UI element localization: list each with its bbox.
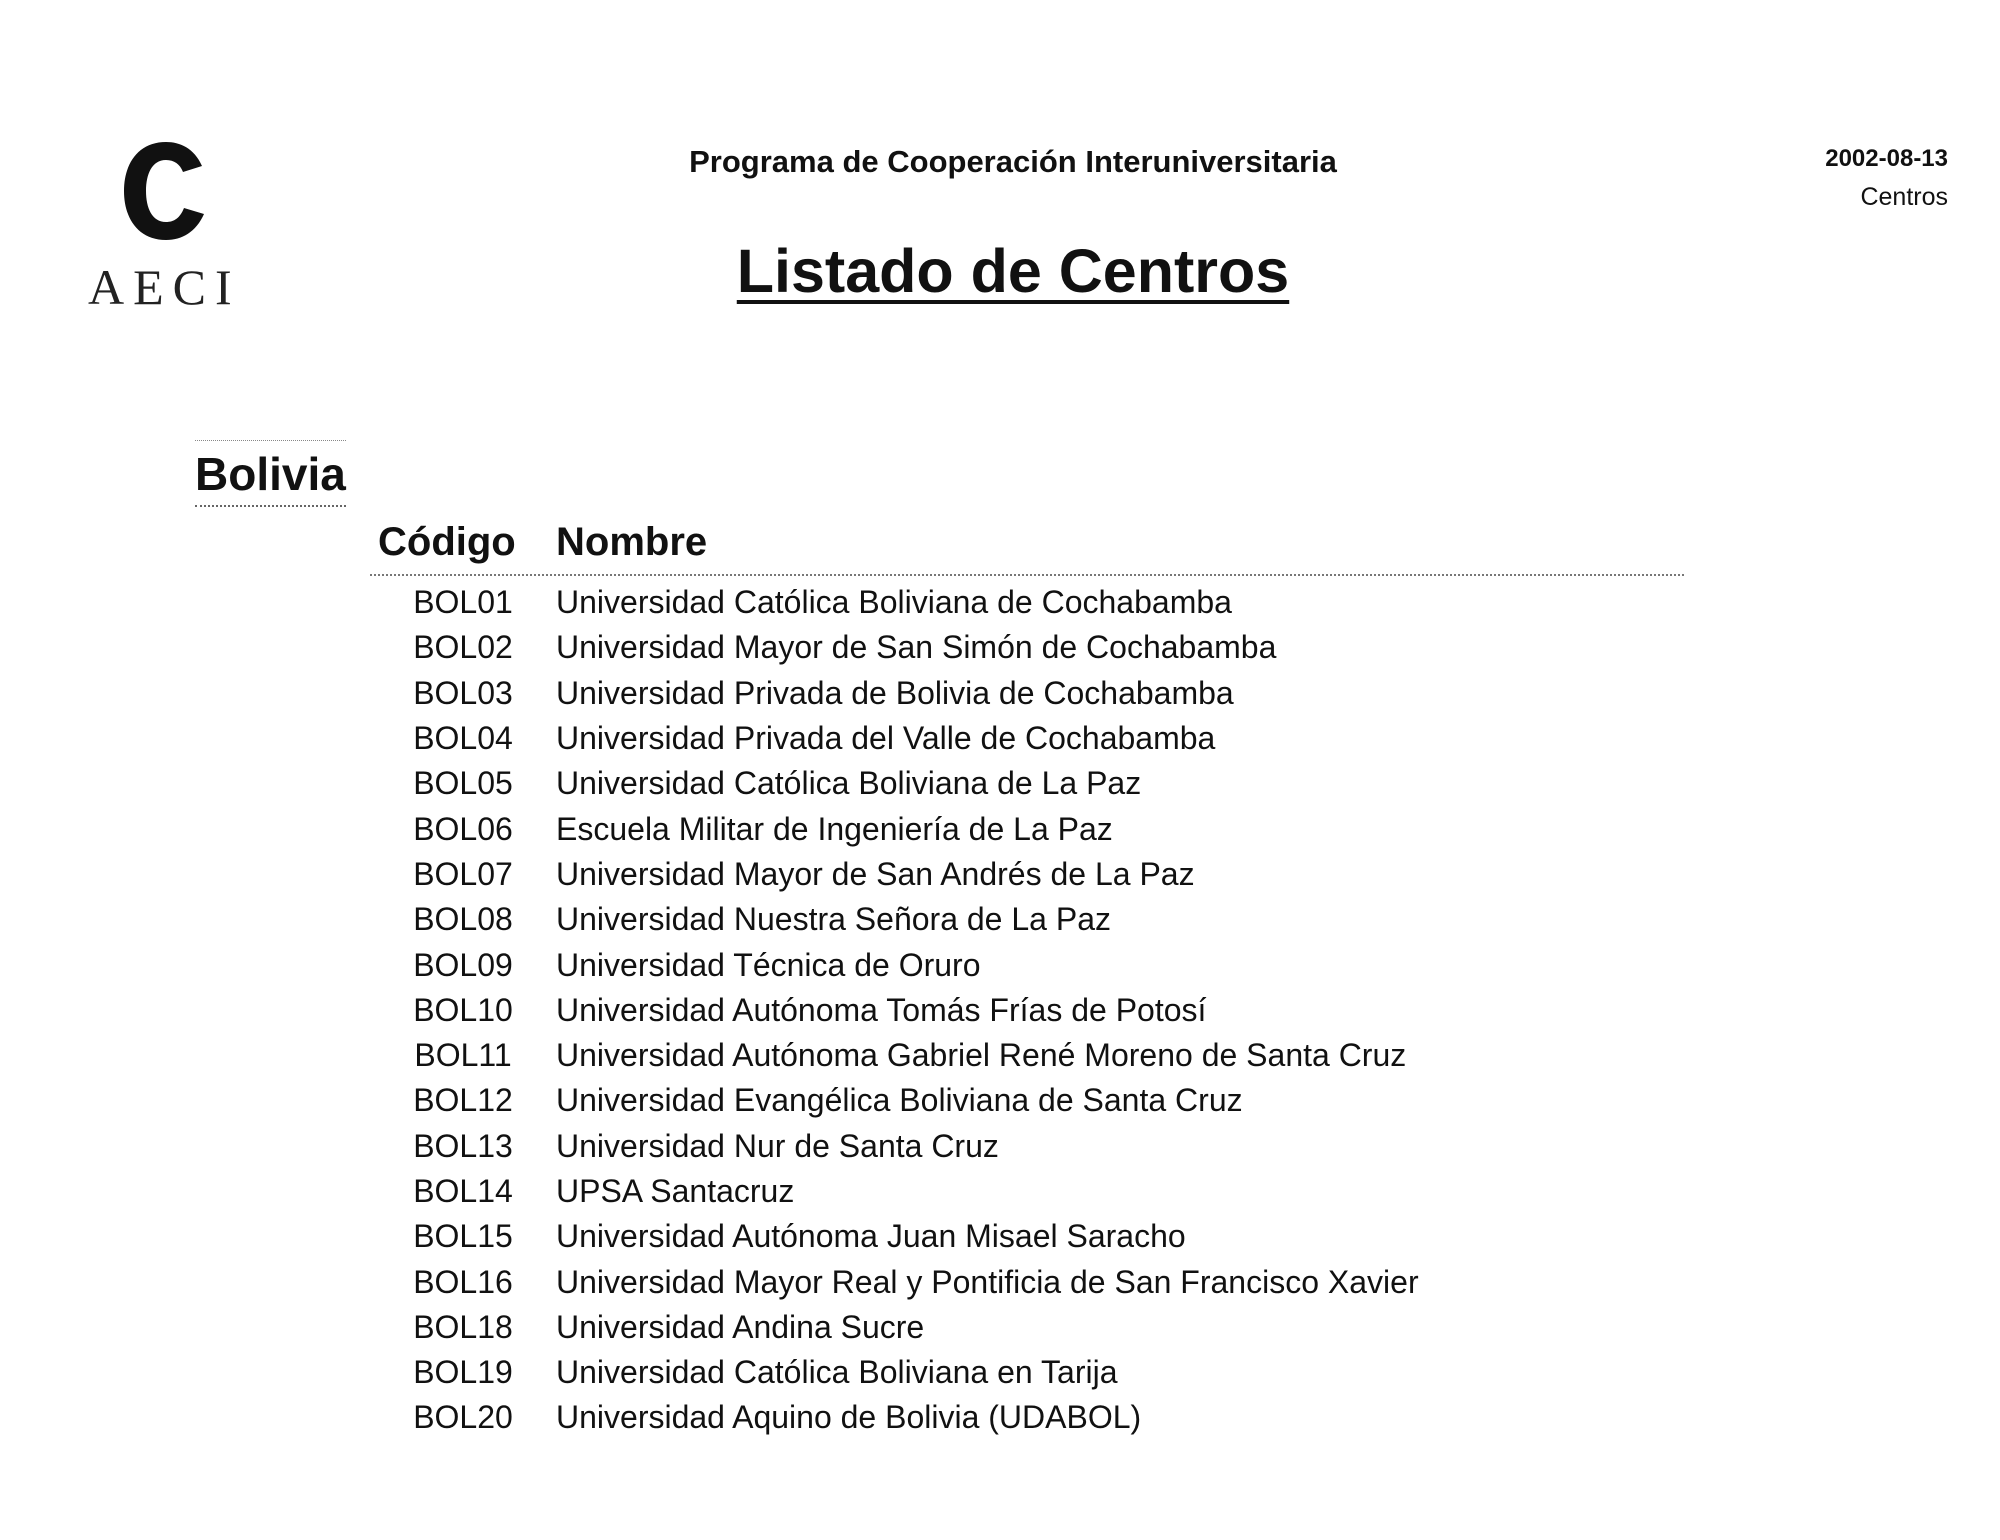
- aeci-logo-text: AECI: [88, 259, 241, 315]
- center-code: BOL20: [413, 1399, 513, 1436]
- center-code: BOL16: [413, 1263, 513, 1300]
- centers-table: [370, 580, 1419, 1441]
- center-name: Universidad Autónoma Gabriel René Moreno de Santa Cruz: [556, 1037, 1407, 1074]
- program-name: Programa de Cooperación Interuniversitaria: [689, 144, 1337, 179]
- center-code: BOL02: [413, 629, 513, 666]
- center-code: BOL09: [413, 946, 513, 983]
- table-row: [370, 1350, 1419, 1395]
- center-name: Escuela Militar de Ingeniería de La Paz: [556, 810, 1113, 847]
- table-row: [370, 988, 1419, 1033]
- table-row: [370, 942, 1419, 987]
- table-row: [370, 1395, 1419, 1440]
- page-title: [0, 236, 2000, 306]
- center-name: Universidad Católica Boliviana de Cochabamba: [556, 584, 1232, 621]
- center-code: BOL08: [413, 901, 513, 938]
- table-row: [370, 1169, 1419, 1214]
- center-name: Universidad Católica Boliviana en Tarija: [556, 1354, 1118, 1391]
- table-row: [370, 1214, 1419, 1259]
- center-name: Universidad Andina Sucre: [556, 1308, 925, 1345]
- table-row: [370, 1033, 1419, 1078]
- center-code: BOL07: [413, 855, 513, 892]
- center-code: BOL05: [413, 765, 513, 802]
- center-name: Universidad Nur de Santa Cruz: [556, 1127, 999, 1164]
- table-row: [370, 1305, 1419, 1350]
- header-divider: [370, 574, 1684, 576]
- table-row: [370, 625, 1419, 670]
- center-code: BOL12: [413, 1082, 513, 1119]
- center-name: Universidad Católica Boliviana de La Paz: [556, 765, 1142, 802]
- page-title-text: Listado de Centros: [736, 237, 1290, 305]
- center-name: Universidad Técnica de Oruro: [556, 946, 981, 983]
- center-code: BOL19: [413, 1354, 513, 1391]
- center-name: Universidad Autónoma Tomás Frías de Potosí: [556, 991, 1207, 1028]
- center-code: BOL14: [413, 1173, 513, 1209]
- center-code: BOL13: [413, 1127, 513, 1164]
- center-name: Universidad Mayor Real y Pontificia de San Francisco Xavier: [556, 1263, 1419, 1300]
- center-name: Universidad Nuestra Señora de La Paz: [556, 901, 1111, 938]
- center-code: BOL18: [413, 1308, 513, 1345]
- center-code: BOL06: [413, 810, 513, 847]
- center-name: Universidad Evangélica Boliviana de Santa Cruz: [556, 1082, 1243, 1119]
- center-name: Universidad Privada de Bolivia de Cochabamba: [556, 674, 1234, 711]
- center-code: BOL04: [413, 720, 513, 757]
- country-heading: Bolivia: [195, 440, 346, 507]
- center-name: Universidad Aquino de Bolivia (UDABOL): [556, 1399, 1142, 1436]
- table-row: [370, 716, 1419, 761]
- table-row: [370, 1078, 1419, 1123]
- center-code: BOL15: [413, 1218, 513, 1255]
- center-name: Universidad Mayor de San Andrés de La Paz: [556, 855, 1195, 892]
- table-row: [370, 671, 1419, 716]
- center-name: UPSA Santacruz: [556, 1173, 795, 1209]
- table-row: [370, 1124, 1419, 1169]
- table-row: [370, 1259, 1419, 1304]
- report-section: Centros: [1860, 183, 1948, 211]
- table-row: [370, 897, 1419, 942]
- table-row: [370, 761, 1419, 806]
- center-name: Universidad Mayor de San Simón de Cochabamba: [556, 629, 1277, 666]
- table-row: [370, 580, 1419, 625]
- center-code: BOL10: [413, 991, 513, 1028]
- center-code: BOL11: [414, 1037, 512, 1074]
- center-name: Universidad Privada del Valle de Cochabamba: [556, 720, 1216, 757]
- column-header-name: Nombre: [556, 520, 708, 564]
- report-date: 2002-08-13: [1825, 145, 1948, 172]
- center-name: Universidad Autónoma Juan Misael Saracho: [556, 1218, 1186, 1255]
- table-row: [370, 806, 1419, 851]
- center-code: BOL03: [413, 674, 513, 711]
- center-code: BOL01: [413, 584, 513, 621]
- table-row: [370, 852, 1419, 897]
- column-header-code: Código: [378, 520, 516, 564]
